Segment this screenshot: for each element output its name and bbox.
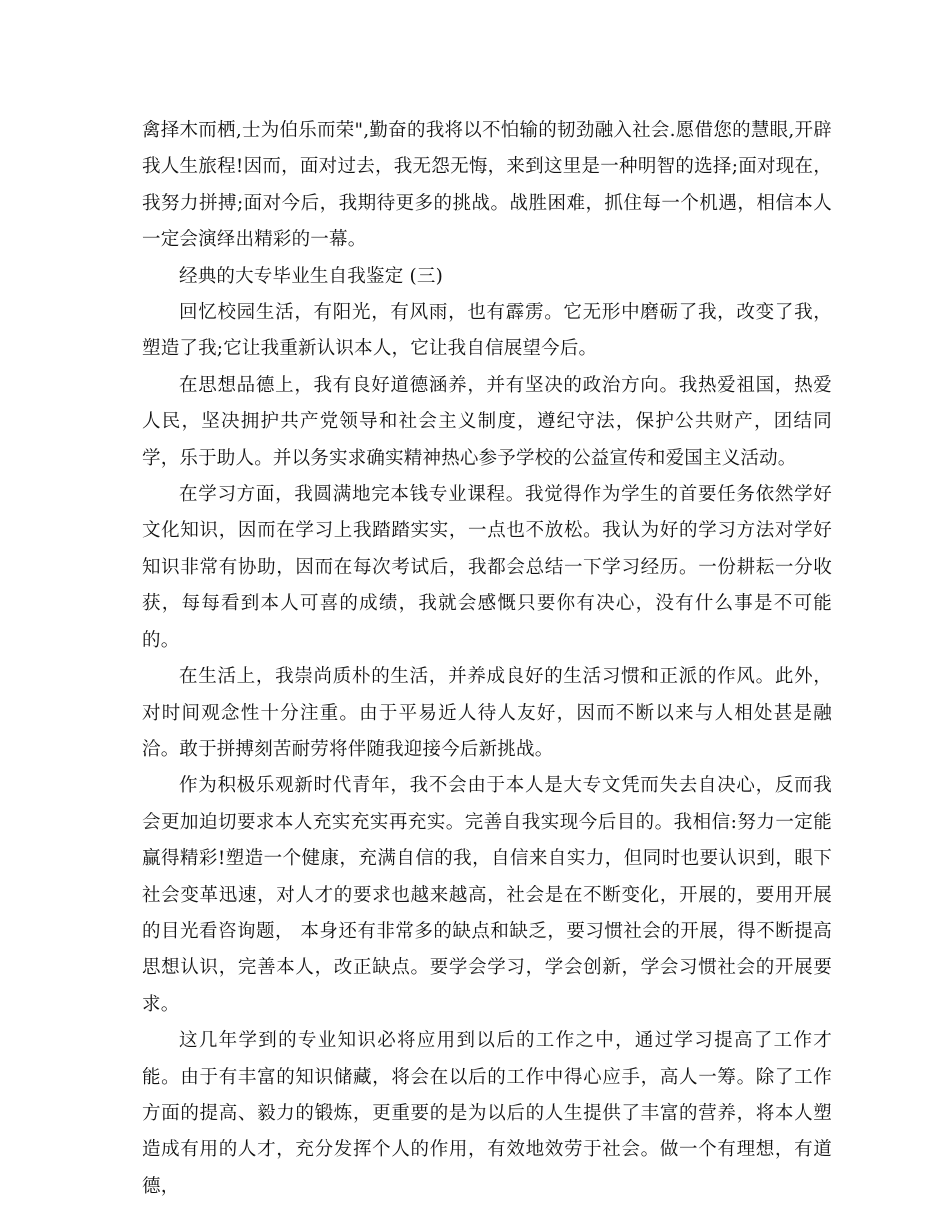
paragraph-ideology: 在思想品德上，我有良好道德涵养，并有坚决的政治方向。我热爱祖国，热爱人民，坚决拥护共产党领导和社会主义制度，遵纪守法，保护公共财产，团结同学，乐于助人。并以务实求确实精神热心参予学校的公益宣传和爱国主义活动。	[142, 374, 832, 469]
paragraph-study: 在学习方面，我圆满地完本钱专业课程。我觉得作为学生的首要任务依然学好文化知识，因而在学习上我踏踏实实，一点也不放松。我认为好的学习方法对学好知识非常有协助，因而在每次考试后，我都会总结一下学习经历。一份耕耘一分收获，每每看到本人可喜的成绩，我就会感慨只要你有决心，没有什么事是不可能的。	[142, 484, 832, 651]
paragraph-life: 在生活上，我崇尚质朴的生活，并养成良好的生活习惯和正派的作风。此外，对时间观念性十分注重。由于平易近人待人友好，因而不断以来与人相处甚是融洽。敢于拼搏刻苦耐劳将伴随我迎接今后新挑战。	[142, 666, 832, 760]
paragraph-attitude: 作为积极乐观新时代青年，我不会由于本人是大专文凭而失去自决心，反而我会更加迫切要求本人充实充实再充实。完善自我实现今后目的。我相信:努力一定能赢得精彩!塑造一个健康，充满自信的我，自信来自实力，但同时也要认识到，眼下社会变革迅速，对人才的要求也越来越高，社会是在不断变化，开展的，要用开展的目光看咨询题， 本身还有非常多的缺点和缺乏，要习惯社会的开展，得不断提高思想认识，完善本人，改正缺点。要学会学习，学会创新，学会习惯社会的开展要求。	[142, 775, 832, 1015]
paragraph-future: 这几年学到的专业知识必将应用到以后的工作之中，通过学习提高了工作才能。由于有丰富的知识储藏，将会在以后的工作中得心应手，高人一筹。除了工作方面的提高、毅力的锻炼，更重要的是为以后的人生提供了丰富的营养，将本人塑造成有用的人才，充分发挥个人的作用，有效地效劳于社会。做一个有理想，有道德，	[142, 1030, 832, 1197]
document-body	[142, 113, 832, 1205]
section-heading: 经典的大专毕业生自我鉴定 (三)	[179, 265, 444, 287]
paragraph-campus-life: 回忆校园生活，有阳光，有风雨，也有霹雳。它无形中磨砺了我，改变了我，塑造了我;它让我重新认识本人，它让我自信展望今后。	[142, 302, 832, 360]
paragraph-continuation: 禽择木而栖,士为伯乐而荣",勤奋的我将以不怕输的韧劲融入社会.愿借您的慧眼,开辟我人生旅程!因而，面对过去，我无怨无悔，来到这里是一种明智的选择;面对现在，我努力拼搏;面对今后，我期待更多的挑战。战胜困难，抓住每一个机遇，相信本人一定会演绎出精彩的一幕。	[142, 120, 832, 251]
